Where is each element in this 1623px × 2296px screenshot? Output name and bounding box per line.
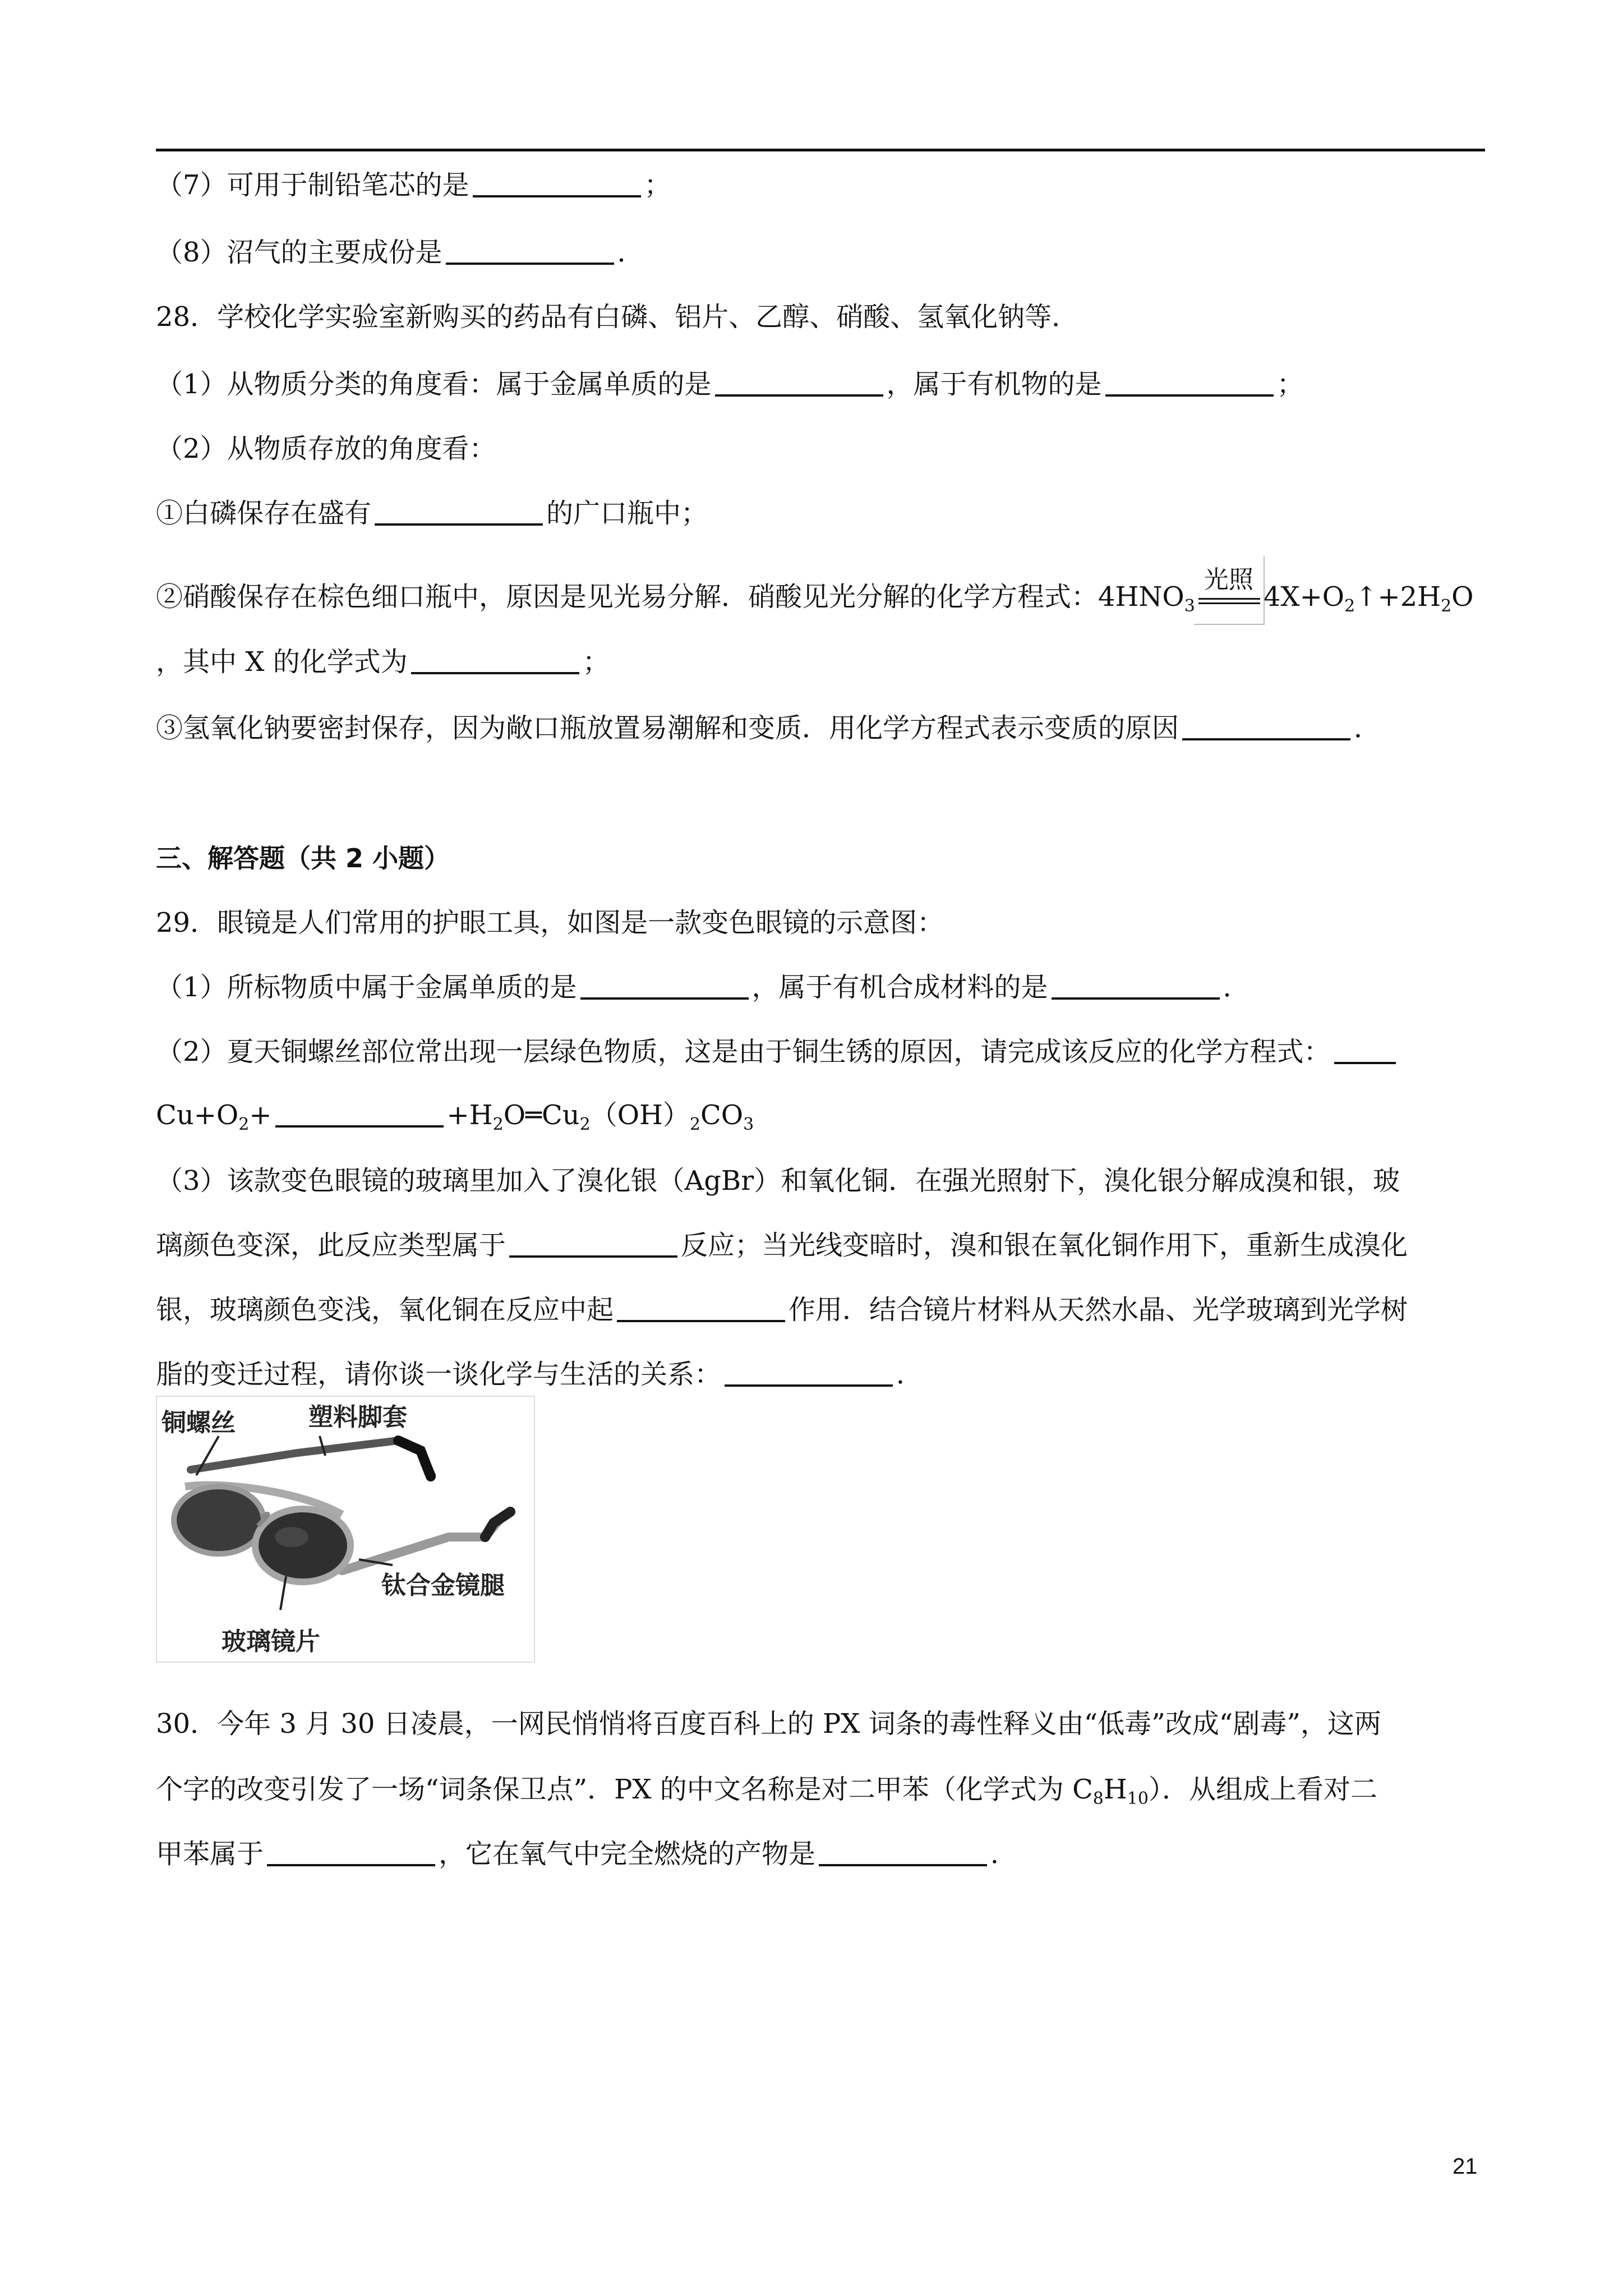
- answer-blank[interactable]: [725, 1359, 893, 1387]
- answer-blank[interactable]: [580, 972, 749, 1000]
- answer-blank[interactable]: [715, 369, 883, 397]
- q28-sub3: ③氢氧化钠要密封保存，因为敞口瓶放置易潮解和变质．用化学方程式表示变质的原因 ．: [156, 712, 1381, 744]
- q28-part1: （1）从物质分类的角度看：属于金属单质的是 ，属于有机物的是 ；: [156, 369, 1304, 400]
- reaction-condition: 光照: [1198, 568, 1260, 618]
- q28-sub2: ②硝酸保存在棕色细口瓶中，原因是见光易分解．硝酸见光分解的化学方程式：$4HNO_3$ 光照 $4X+O_2↑+2H_2O$: [156, 568, 1485, 623]
- q29-part3-line3: 银，玻璃颜色变浅，氧化铜在反应中起 作用．结合镜片材料从天然水晶、光学玻璃到光学树: [156, 1294, 1408, 1326]
- q28-stem: 28．学校化学实验室新购买的药品有白磷、铝片、乙醇、硝酸、氢氧化钠等．: [156, 301, 1079, 333]
- q29-part3-line2: 璃颜色变深，此反应类型属于 反应；当光线变暗时，溴和银在氧化铜作用下，重新生成溴化: [156, 1230, 1408, 1261]
- answer-blank[interactable]: [446, 237, 614, 265]
- label-copper-screw: 铜螺丝: [162, 1409, 236, 1437]
- glasses-figure: [156, 1396, 535, 1663]
- q28-part2: （2）从物质存放的角度看：: [156, 433, 496, 464]
- q29-part2-equation: $Cu+O_2+$ $+H_2O═Cu_2(OH)_2CO_3$: [156, 1099, 754, 1134]
- answer-blank[interactable]: [1052, 972, 1220, 1000]
- q30-line2: 个字的改变引发了一场“词条保卫点”．PX 的中文名称是对二甲苯（化学式为 $C_8H_{10}$）．从组成上看对二: [156, 1774, 1377, 1809]
- q28-sub1: ①白磷保存在盛有 的广口瓶中；: [156, 498, 708, 529]
- answer-blank[interactable]: [1105, 369, 1274, 397]
- header-rule: [156, 149, 1485, 151]
- page-number: 21: [1453, 2154, 1478, 2179]
- answer-blank[interactable]: [1334, 1036, 1396, 1064]
- answer-blank[interactable]: [819, 1838, 987, 1866]
- q28-sub2-cont: ，其中 X 的化学式为 ；: [156, 646, 610, 678]
- answer-blank[interactable]: [473, 169, 641, 197]
- answer-blank[interactable]: [617, 1294, 785, 1322]
- q27-item8-text: （8）沼气的主要成份是: [156, 237, 442, 268]
- section-heading: 三、解答题（共 2 小题）: [156, 843, 450, 873]
- q29-part3-line4: 脂的变迁过程，请你谈一谈化学与生活的关系： ．: [156, 1359, 924, 1390]
- q30-line1: 30．今年 3 月 30 日凌晨，一网民悄悄将百度百科上的 PX 词条的毒性释义由“低毒”改成“剧毒”，这两: [156, 1708, 1381, 1740]
- q29-stem: 29．眼镜是人们常用的护眼工具，如图是一款变色眼镜的示意图：: [156, 907, 944, 938]
- label-titanium-leg: 钛合金镜腿: [381, 1571, 505, 1600]
- q29-part2: （2）夏天铜螺丝部位常出现一层绿色物质，这是由于铜生锈的原因，请完成该反应的化学方程式：: [156, 1035, 1485, 1069]
- answer-blank[interactable]: [375, 498, 543, 526]
- answer-blank[interactable]: [275, 1099, 444, 1128]
- answer-blank[interactable]: [267, 1838, 435, 1866]
- label-plastic-tip: 塑料脚套: [308, 1403, 407, 1432]
- label-glass-lens: 玻璃镜片: [222, 1627, 320, 1656]
- q27-item7: （7）可用于制铅笔芯的是 ；: [156, 169, 671, 201]
- chem-equation: $4HNO_3$ 光照 $4X+O_2↑+2H_2O$: [1098, 581, 1474, 613]
- q27-item8: （8）沼气的主要成份是 ．: [156, 237, 644, 268]
- q29-part1: （1）所标物质中属于金属单质的是 ，属于有机合成材料的是 ．: [156, 972, 1250, 1003]
- answer-blank[interactable]: [411, 646, 579, 674]
- q27-item7-text: （7）可用于制铅笔芯的是: [156, 169, 469, 201]
- answer-blank[interactable]: [509, 1230, 677, 1258]
- q30-line3: 甲苯属于 ，它在氧气中完全燃烧的产物是 ．: [156, 1838, 1018, 1870]
- q29-part3-line1: （3）该款变色眼镜的玻璃里加入了溴化银（AgBr）和氧化铜．在强光照射下，溴化银分解成溴和银，玻: [156, 1165, 1400, 1197]
- answer-blank[interactable]: [1182, 712, 1350, 740]
